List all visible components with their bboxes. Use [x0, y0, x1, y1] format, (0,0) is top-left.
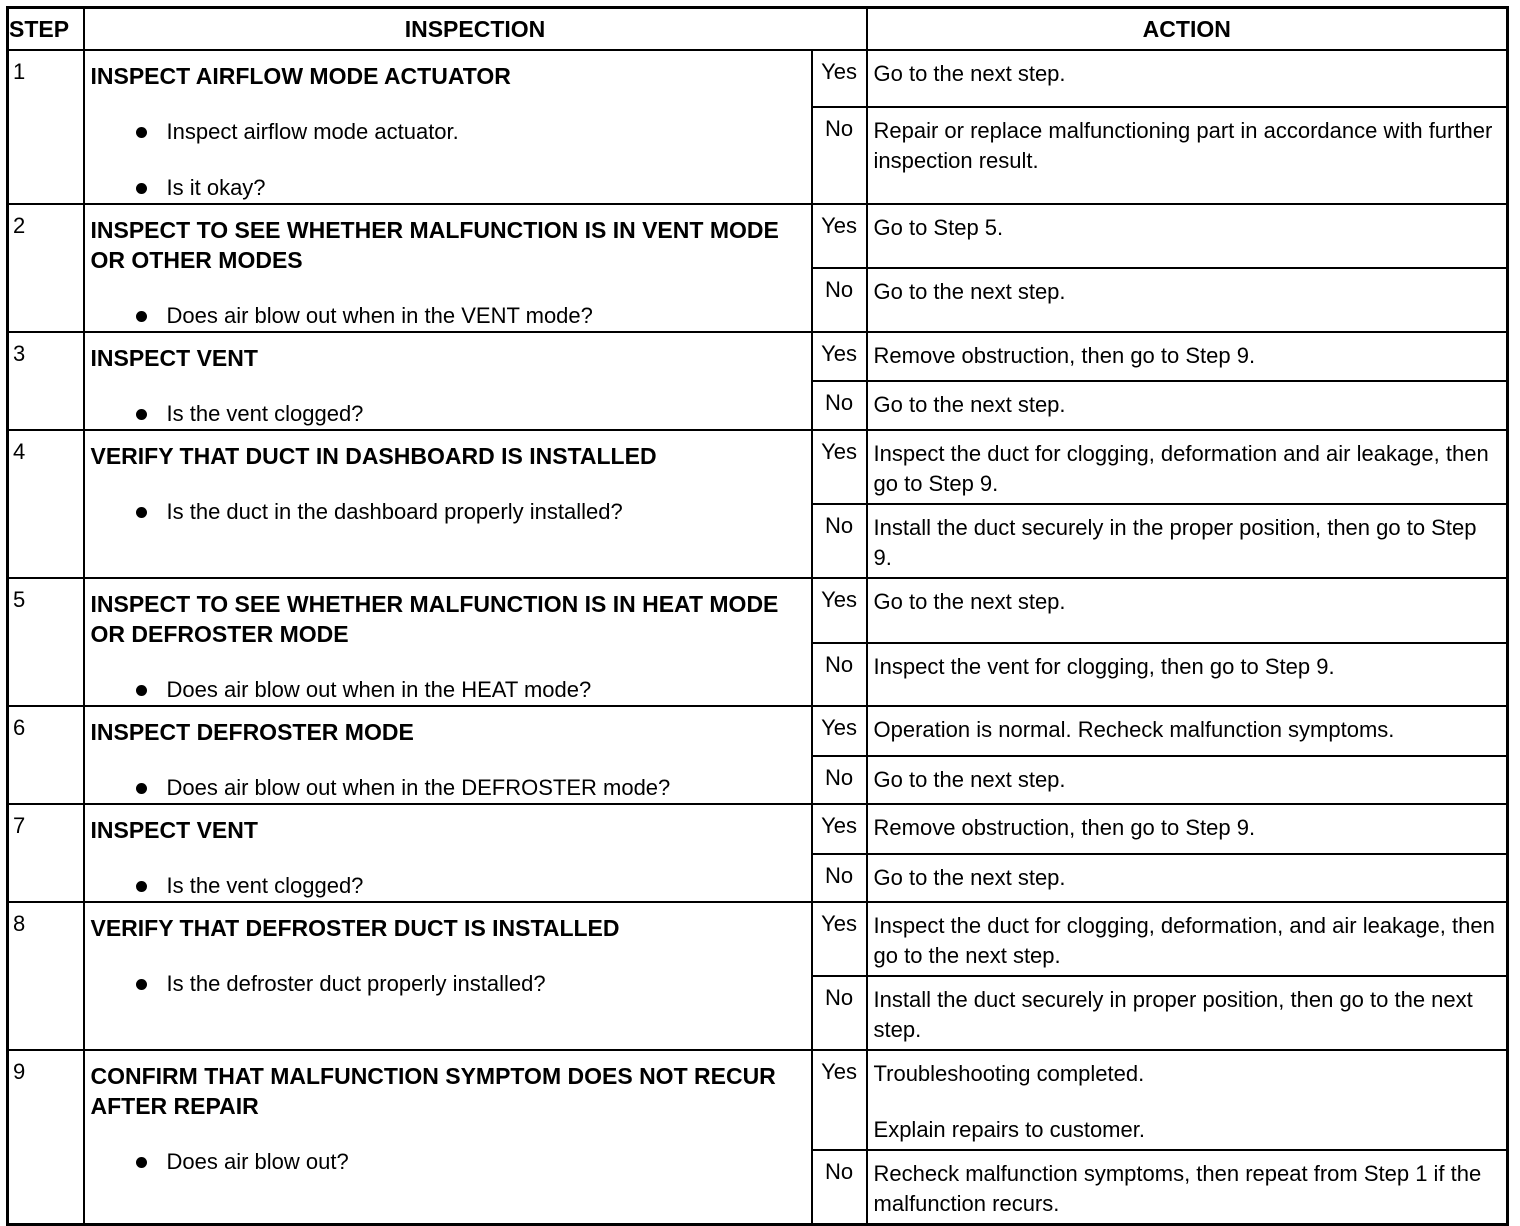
step-number: 3 [8, 332, 84, 430]
action-text: Go to Step 5. [873, 215, 1004, 240]
bullet-icon [136, 311, 147, 322]
step-number: 6 [8, 706, 84, 804]
no-action [867, 854, 1508, 902]
inspection-cell [84, 50, 812, 204]
inspection-title: INSPECT VENT [90, 817, 258, 843]
inspection-column-header: INSPECTION [84, 8, 867, 51]
step-number: 7 [8, 804, 84, 902]
yes-label: Yes [812, 706, 867, 756]
bullet-text: Does air blow out when in the HEAT mode? [166, 677, 592, 702]
step-number: 5 [8, 578, 84, 706]
yes-label: Yes [812, 332, 867, 381]
action-text: Go to the next step. [873, 279, 1066, 304]
bullet-icon [136, 507, 147, 518]
action-text: Recheck malfunction symptoms, then repeat from Step 1 if the malfunction recurs. [873, 1161, 1482, 1216]
inspection-cell [84, 706, 812, 804]
inspection-bullets [91, 871, 805, 901]
step-row [8, 1050, 1508, 1150]
bullet-icon [136, 183, 147, 194]
inspection-cell [84, 430, 812, 578]
bullet-icon [136, 881, 147, 892]
inspection-bullet [91, 1147, 805, 1177]
no-label: No [812, 854, 867, 902]
action-text: Go to the next step. [873, 767, 1066, 792]
bullet-text: Is the vent clogged? [166, 873, 364, 898]
inspection-bullets [91, 969, 805, 999]
yes-label: Yes [812, 578, 867, 643]
bullet-text: Is the vent clogged? [166, 401, 364, 426]
bullet-icon [136, 783, 147, 794]
inspection-bullet [91, 675, 805, 705]
no-action [867, 381, 1508, 430]
action-text: Inspect the vent for clogging, then go to Step 9. [873, 654, 1335, 680]
inspection-title: VERIFY THAT DUCT IN DASHBOARD IS INSTALLED [90, 443, 657, 469]
step-row [8, 332, 1508, 381]
bullet-text: Does air blow out when in the DEFROSTER mode? [166, 775, 671, 800]
yes-label: Yes [812, 430, 867, 504]
action-text: Troubleshooting completed. [873, 1061, 1145, 1086]
step-row [8, 50, 1508, 107]
bullet-icon [136, 409, 147, 420]
no-action [867, 976, 1508, 1050]
step-row [8, 804, 1508, 854]
yes-label: Yes [812, 204, 867, 268]
bullet-icon [136, 127, 147, 138]
inspection-bullets [91, 117, 805, 203]
inspection-bullet [91, 871, 805, 901]
action-text: Remove obstruction, then go to Step 9. [873, 343, 1256, 368]
yes-label: Yes [812, 804, 867, 854]
action-text: Remove obstruction, then go to Step 9. [873, 815, 1256, 840]
troubleshooting-table [6, 6, 1509, 1226]
action-text: Go to the next step. [873, 392, 1066, 417]
inspection-bullets [91, 399, 805, 429]
inspection-bullet [91, 301, 805, 331]
yes-action [867, 1050, 1508, 1150]
yes-action [867, 50, 1508, 107]
no-label: No [812, 268, 867, 332]
no-action [867, 1150, 1508, 1225]
inspection-title: INSPECT DEFROSTER MODE [90, 719, 414, 745]
action-text: Go to the next step. [873, 61, 1066, 86]
bullet-text: Does air blow out? [166, 1149, 349, 1174]
no-action [867, 107, 1508, 204]
step-row [8, 204, 1508, 268]
yes-action [867, 430, 1508, 504]
no-label: No [812, 504, 867, 578]
action-text: Go to the next step. [873, 589, 1066, 614]
action-text: Go to the next step. [873, 865, 1066, 890]
inspection-cell [84, 332, 812, 430]
step-number: 2 [8, 204, 84, 332]
inspection-bullet [91, 173, 805, 203]
bullet-text: Is the duct in the dashboard properly installed? [166, 499, 623, 524]
action-text: Inspect the duct for clogging, deformation and air leakage, then go to Step 9. [873, 441, 1489, 496]
bullet-text: Is it okay? [166, 175, 266, 200]
no-label: No [812, 107, 867, 204]
step-row [8, 578, 1508, 643]
inspection-bullet [91, 969, 805, 999]
inspection-title: INSPECT AIRFLOW MODE ACTUATOR [90, 63, 511, 89]
action-column-header: ACTION [867, 8, 1508, 51]
no-label: No [812, 1150, 867, 1225]
inspection-cell [84, 804, 812, 902]
steps-body [8, 50, 1508, 1225]
bullet-text: Is the defroster duct properly installed? [166, 971, 546, 996]
inspection-cell [84, 578, 812, 706]
no-label: No [812, 381, 867, 430]
yes-label: Yes [812, 902, 867, 976]
yes-label: Yes [812, 1050, 867, 1150]
yes-action [867, 706, 1508, 756]
action-text: Inspect the duct for clogging, deformation, and air leakage, then go to the next step. [873, 913, 1495, 968]
step-column-header: STEP [8, 8, 84, 51]
inspection-title: INSPECT VENT [90, 345, 258, 371]
bullet-text: Inspect airflow mode actuator. [166, 119, 459, 144]
no-label: No [812, 643, 867, 706]
step-row [8, 706, 1508, 756]
step-row [8, 430, 1508, 504]
step-number: 9 [8, 1050, 84, 1225]
bullet-icon [136, 979, 147, 990]
step-number: 8 [8, 902, 84, 1050]
inspection-bullets [91, 1147, 805, 1177]
no-label: No [812, 976, 867, 1050]
yes-action [867, 902, 1508, 976]
inspection-bullets [91, 773, 805, 803]
no-label: No [812, 756, 867, 804]
inspection-title: INSPECT TO SEE WHETHER MALFUNCTION IS IN VENT MODE OR OTHER MODES [90, 217, 779, 273]
action-text: Install the duct securely in the proper position, then go to Step 9. [873, 515, 1477, 570]
action-text: Operation is normal. Recheck malfunction symptoms. [873, 717, 1395, 742]
action-text: Repair or replace malfunctioning part in accordance with further inspection result. [873, 117, 1493, 173]
inspection-cell [84, 204, 812, 332]
header-row [8, 8, 1508, 51]
yes-label: Yes [812, 50, 867, 107]
bullet-icon [136, 1157, 147, 1168]
yes-action [867, 578, 1508, 643]
yes-action [867, 804, 1508, 854]
inspection-title: CONFIRM THAT MALFUNCTION SYMPTOM DOES NOT RECUR AFTER REPAIR [90, 1063, 776, 1119]
inspection-title: VERIFY THAT DEFROSTER DUCT IS INSTALLED [90, 915, 620, 941]
inspection-bullets [91, 675, 805, 705]
step-number: 1 [8, 50, 84, 204]
yes-action [867, 204, 1508, 268]
inspection-bullet [91, 117, 805, 147]
action-text: Install the duct securely in proper position, then go to the next step. [873, 987, 1473, 1042]
no-action [867, 268, 1508, 332]
step-number: 4 [8, 430, 84, 578]
no-action [867, 756, 1508, 804]
inspection-cell [84, 902, 812, 1050]
inspection-bullets [91, 497, 805, 527]
yes-action [867, 332, 1508, 381]
no-action [867, 643, 1508, 706]
inspection-cell [84, 1050, 812, 1225]
bullet-icon [136, 685, 147, 696]
inspection-bullet [91, 773, 805, 803]
no-action [867, 504, 1508, 578]
inspection-bullet [91, 399, 805, 429]
bullet-text: Does air blow out when in the VENT mode? [166, 303, 593, 328]
inspection-title: INSPECT TO SEE WHETHER MALFUNCTION IS IN HEAT MODE OR DEFROSTER MODE [90, 591, 779, 647]
step-row [8, 902, 1508, 976]
action-text: Explain repairs to customer. [873, 1117, 1145, 1142]
inspection-bullet [91, 497, 805, 527]
inspection-bullets [91, 301, 805, 331]
